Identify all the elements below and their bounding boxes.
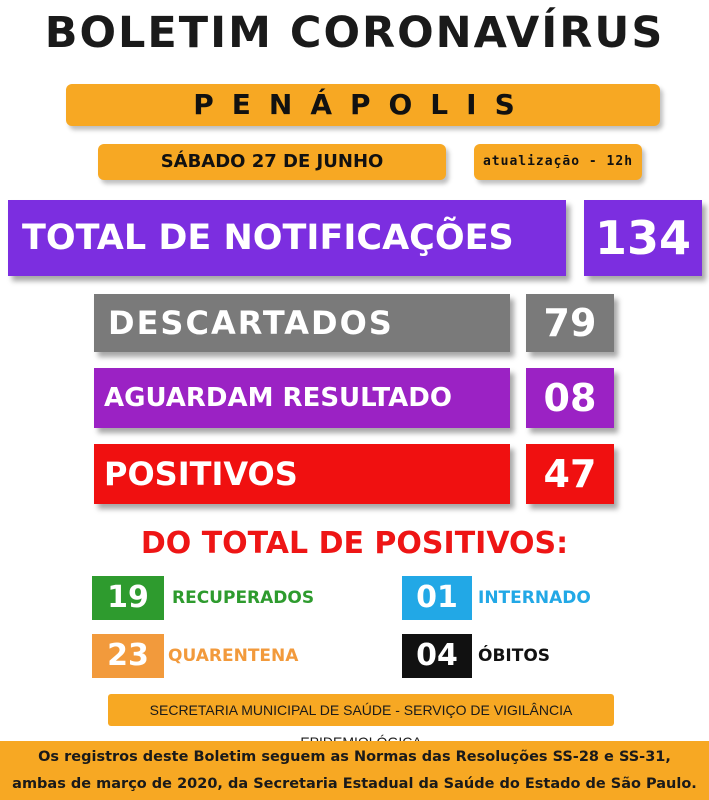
positives-label: POSITIVOS [104, 455, 298, 493]
total-notifications-value: 134 [584, 200, 702, 276]
recovered-label: RECUPERADOS [172, 588, 315, 608]
footer-note [0, 741, 709, 800]
hospitalized-value: 01 [402, 576, 472, 620]
awaiting-results-bar [94, 368, 510, 428]
positives-breakdown-title: DO TOTAL DE POSITIVOS: [140, 526, 569, 561]
total-notifications-bar [8, 200, 566, 276]
discarded-value: 79 [526, 294, 614, 352]
awaiting-results-value: 08 [526, 368, 614, 428]
date-banner: SÁBADO 27 DE JUNHO [98, 144, 446, 180]
total-notifications-label: TOTAL DE NOTIFICAÇÕES [22, 218, 514, 258]
awaiting-results-label: AGUARDAM RESULTADO [104, 383, 452, 413]
update-time-badge: atualização - 12h [474, 144, 642, 180]
bulletin-title: BOLETIM CORONAVÍRUS [44, 8, 665, 58]
recovered-value: 19 [92, 576, 164, 620]
deaths-value: 04 [402, 634, 472, 678]
positives-value: 47 [526, 444, 614, 504]
quarantine-value: 23 [92, 634, 164, 678]
deaths-label: ÓBITOS [478, 646, 551, 666]
discarded-bar [94, 294, 510, 352]
quarantine-label: QUARENTENA [168, 646, 299, 666]
footer-line-2: ambas de março de 2020, da Secretaria Estadual da Saúde do Estado de São Paulo. [12, 776, 697, 792]
discarded-label: DESCARTADOS [108, 304, 394, 342]
footer-line-1: Os registros deste Boletim seguem as Normas das Resoluções SS-28 e SS-31, [38, 749, 671, 765]
hospitalized-label: INTERNADO [478, 588, 591, 608]
source-banner: SECRETARIA MUNICIPAL DE SAÚDE - SERVIÇO DE VIGILÂNCIA [108, 694, 614, 726]
city-banner: PENÁPOLIS [66, 84, 660, 126]
positives-bar [94, 444, 510, 504]
